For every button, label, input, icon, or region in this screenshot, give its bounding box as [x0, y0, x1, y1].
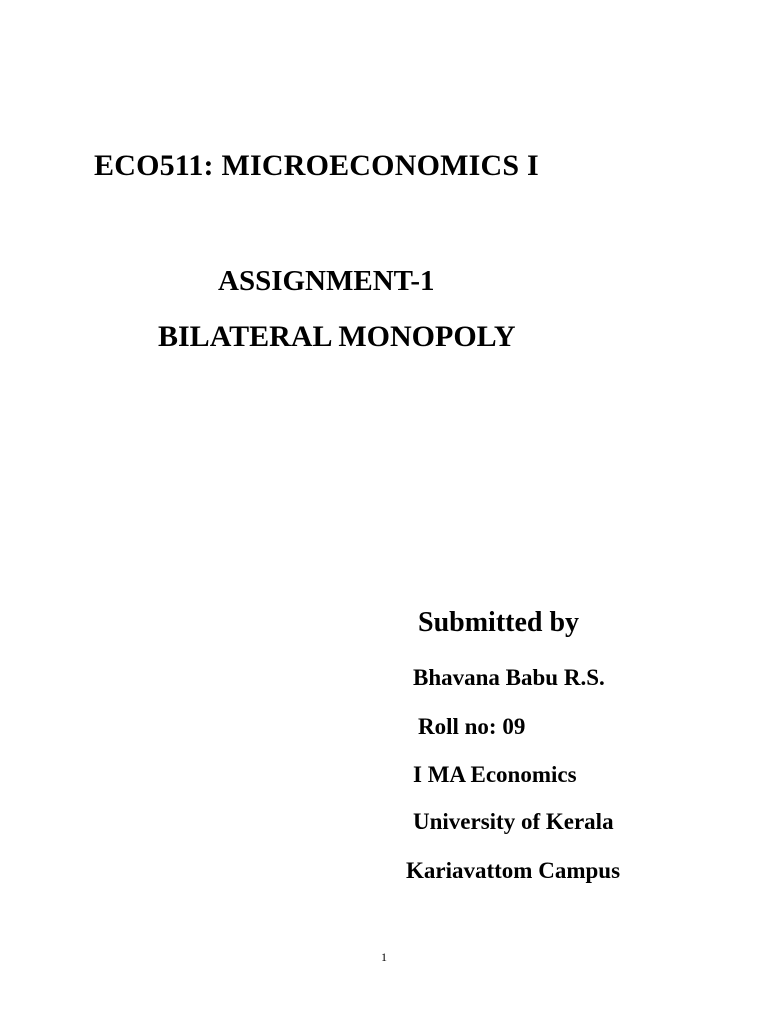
submitted-by-heading: Submitted by [418, 607, 580, 638]
page-number: 1 [381, 950, 387, 964]
student-name: Bhavana Babu R.S. [413, 665, 605, 690]
university-name: University of Kerala [413, 809, 614, 834]
topic-title: BILATERAL MONOPOLY [158, 320, 516, 353]
roll-number: Roll no: 09 [418, 714, 526, 739]
course-title: ECO511: MICROECONOMICS I [94, 149, 539, 182]
assignment-title: ASSIGNMENT-1 [218, 265, 435, 297]
program-name: I MA Economics [413, 762, 577, 787]
campus-name: Kariavattom Campus [406, 858, 621, 883]
